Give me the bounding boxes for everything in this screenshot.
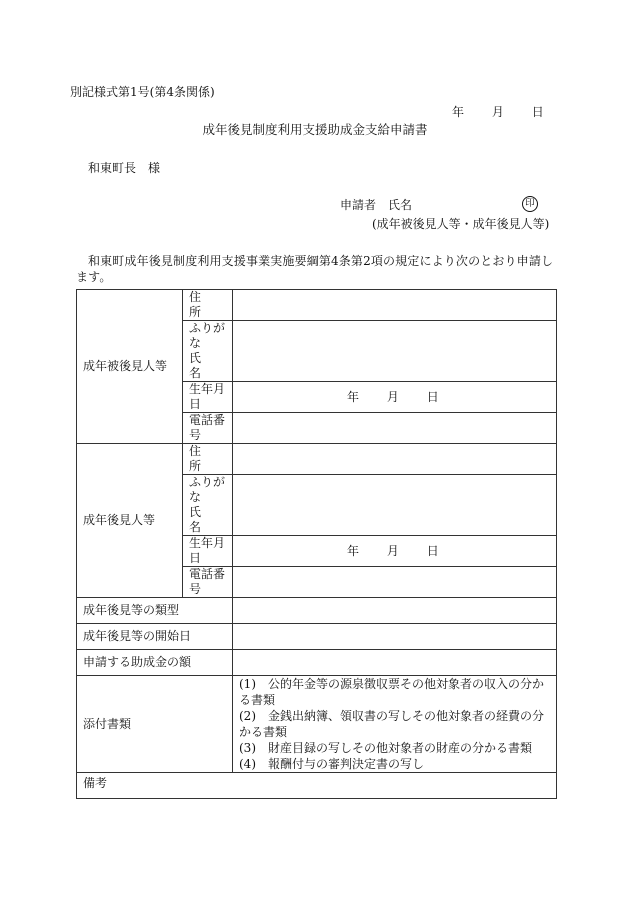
applicant-name-label: 申請者 氏名 [340, 198, 413, 212]
intro-text: 和東町成年後見制度利用支援事業実施要綱第4条第2項の規定により次のとおり申請します。 [76, 254, 554, 284]
guardian-name-text: 氏 名 [189, 505, 226, 534]
ward-name-label [183, 321, 233, 382]
guardian-birth-year: 年 [347, 543, 360, 558]
guardian-birth-month: 月 [386, 543, 399, 558]
ward-phone-field[interactable] [233, 413, 557, 444]
form-number: 別記様式第1号(第4条関係) [70, 85, 215, 99]
guardianship-type-field[interactable] [233, 598, 557, 624]
guardian-address-field[interactable] [233, 444, 557, 475]
ward-phone-label: 電話番号 [183, 413, 233, 444]
attachment-item: (1) 公的年金等の源泉徴収票その他対象者の収入の分かる書類 [239, 677, 545, 707]
attachment-item: (2) 金銭出納簿、領収書の写しその他対象者の経費の分かる書類 [239, 709, 545, 739]
seal-mark: 印 [522, 196, 538, 212]
guardian-birthdate-label: 生年月日 [183, 536, 233, 567]
attachments-list [233, 676, 557, 773]
remarks-label: 備考 [83, 776, 108, 790]
attachment-item: (3) 財産目録の写しその他対象者の財産の分かる書類 [239, 741, 533, 755]
grant-amount-label: 申請する助成金の額 [77, 650, 233, 676]
date-day: 日 [531, 105, 544, 119]
document-title: 成年後見制度利用支援助成金支給申請書 [202, 122, 428, 137]
attachment-item: (4) 報酬付与の審判決定書の写し [239, 757, 424, 771]
guardianship-start-label: 成年後見等の開始日 [77, 624, 233, 650]
guardian-phone-label: 電話番号 [183, 567, 233, 598]
date-year: 年 [452, 105, 465, 119]
remarks-field[interactable] [77, 773, 557, 799]
attachments-label: 添付書類 [77, 676, 233, 773]
guardianship-type-label: 成年後見等の類型 [77, 598, 233, 624]
application-date [452, 105, 544, 119]
ward-furigana-label: ふりがな [189, 321, 226, 350]
application-form-table [76, 289, 557, 799]
grant-amount-field[interactable] [233, 650, 557, 676]
guardian-phone-field[interactable] [233, 567, 557, 598]
date-month: 月 [491, 105, 504, 119]
guardian-section-label: 成年後見人等 [77, 444, 183, 598]
guardian-birth-day: 日 [426, 543, 439, 558]
ward-birth-day: 日 [426, 389, 439, 404]
guardian-name-field[interactable] [233, 475, 557, 536]
applicant-note: (成年被後見人等・成年後見人等) [372, 217, 550, 231]
guardian-name-label [183, 475, 233, 536]
ward-address-label: 住 所 [183, 290, 233, 321]
ward-name-field[interactable] [233, 321, 557, 382]
ward-birth-month: 月 [386, 389, 399, 404]
guardian-furigana-label: ふりがな [189, 475, 226, 504]
ward-birthdate-label: 生年月日 [183, 382, 233, 413]
ward-birth-year: 年 [347, 389, 360, 404]
guardianship-start-field[interactable] [233, 624, 557, 650]
ward-address-field[interactable] [233, 290, 557, 321]
ward-birthdate-field[interactable] [233, 382, 557, 413]
ward-section-label: 成年被後見人等 [77, 290, 183, 444]
guardian-birthdate-field[interactable] [233, 536, 557, 567]
guardian-address-label: 住 所 [183, 444, 233, 475]
addressee: 和東町長 様 [88, 161, 161, 175]
ward-name-text: 氏 名 [189, 351, 226, 380]
